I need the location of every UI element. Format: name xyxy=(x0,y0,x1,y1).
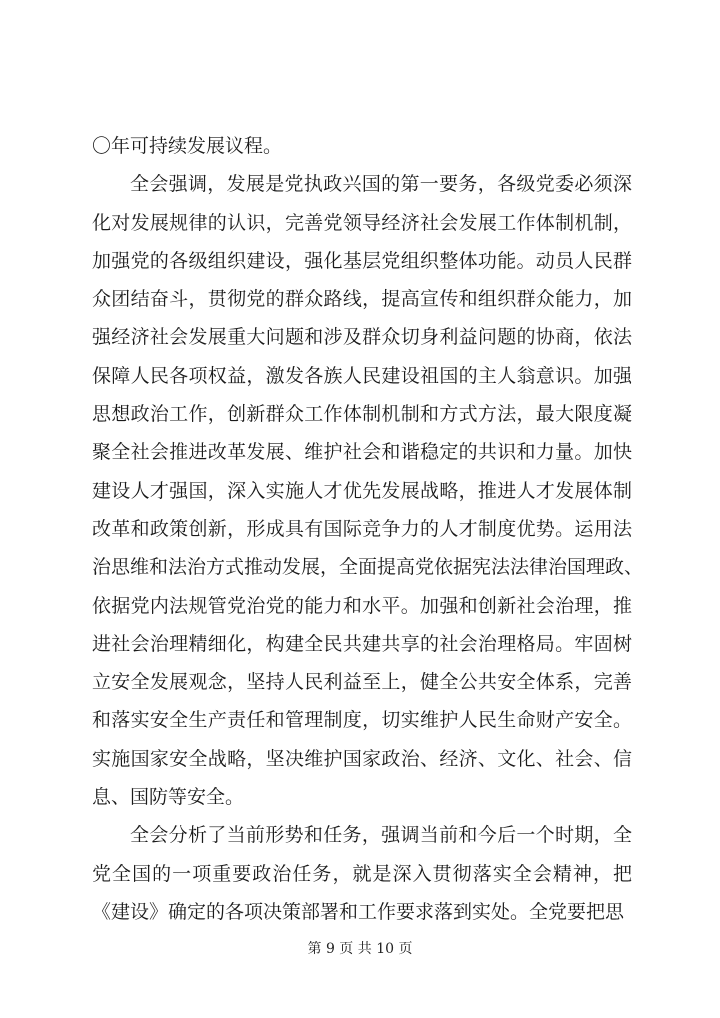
text-line: 改革和政策创新，形成具有国际竞争力的人才制度优势。运用法 xyxy=(92,517,632,540)
text-line: 进社会治理精细化，构建全民共建共享的社会治理格局。牢固树 xyxy=(92,632,632,655)
text-line: 全会分析了当前形势和任务，强调当前和今后一个时期，全 xyxy=(130,824,632,847)
text-line: 治思维和法治方式推动发展，全面提高党依据宪法法律治国理政、 xyxy=(92,556,644,579)
text-line: 保障人民各项权益，激发各族人民建设祖国的主人翁意识。加强 xyxy=(92,364,632,387)
text-line: 全会强调，发展是党执政兴国的第一要务，各级党委必须深 xyxy=(130,173,632,196)
paragraph xyxy=(92,816,632,931)
paragraph xyxy=(92,127,632,165)
text-line: 化对发展规律的认识，完善党领导经济社会发展工作体制机制， xyxy=(92,211,632,234)
text-line: 息、国防等安全。 xyxy=(92,786,245,809)
page-footer: 第 9 页 共 10 页 xyxy=(307,941,413,957)
text-line: 《建设》确定的各项决策部署和工作要求落到实处。全党要把思 xyxy=(92,900,625,923)
text-line: 加强党的各级组织建设，强化基层党组织整体功能。动员人民群 xyxy=(92,249,632,272)
document-body xyxy=(92,127,644,931)
text-line: 依据党内法规管党治党的能力和水平。加强和创新社会治理，推 xyxy=(92,594,632,617)
text-line: 立安全发展观念，坚持人民利益至上，健全公共安全体系，完善 xyxy=(92,671,632,694)
text-line: 思想政治工作，创新群众工作体制机制和方式方法，最大限度凝 xyxy=(92,403,632,426)
text-line: 和落实安全生产责任和管理制度，切实维护人民生命财产安全。 xyxy=(92,709,632,732)
text-line: 实施国家安全战略，坚决维护国家政治、经济、文化、社会、信 xyxy=(92,747,632,770)
text-line: 强经济社会发展重大问题和涉及群众切身利益问题的协商，依法 xyxy=(92,326,632,349)
text-line: 建设人才强国，深入实施人才优先发展战略，推进人才发展体制 xyxy=(92,479,632,502)
text-line: 〇年可持续发展议程。 xyxy=(92,135,283,157)
text-line: 众团结奋斗，贯彻党的群众路线，提高宣传和组织群众能力，加 xyxy=(92,288,632,311)
text-line: 聚全社会推进改革发展、维护社会和谐稳定的共识和力量。加快 xyxy=(92,441,632,464)
text-line: 党全国的一项重要政治任务，就是深入贯彻落实全会精神，把 xyxy=(92,862,632,885)
paragraph xyxy=(92,165,644,816)
